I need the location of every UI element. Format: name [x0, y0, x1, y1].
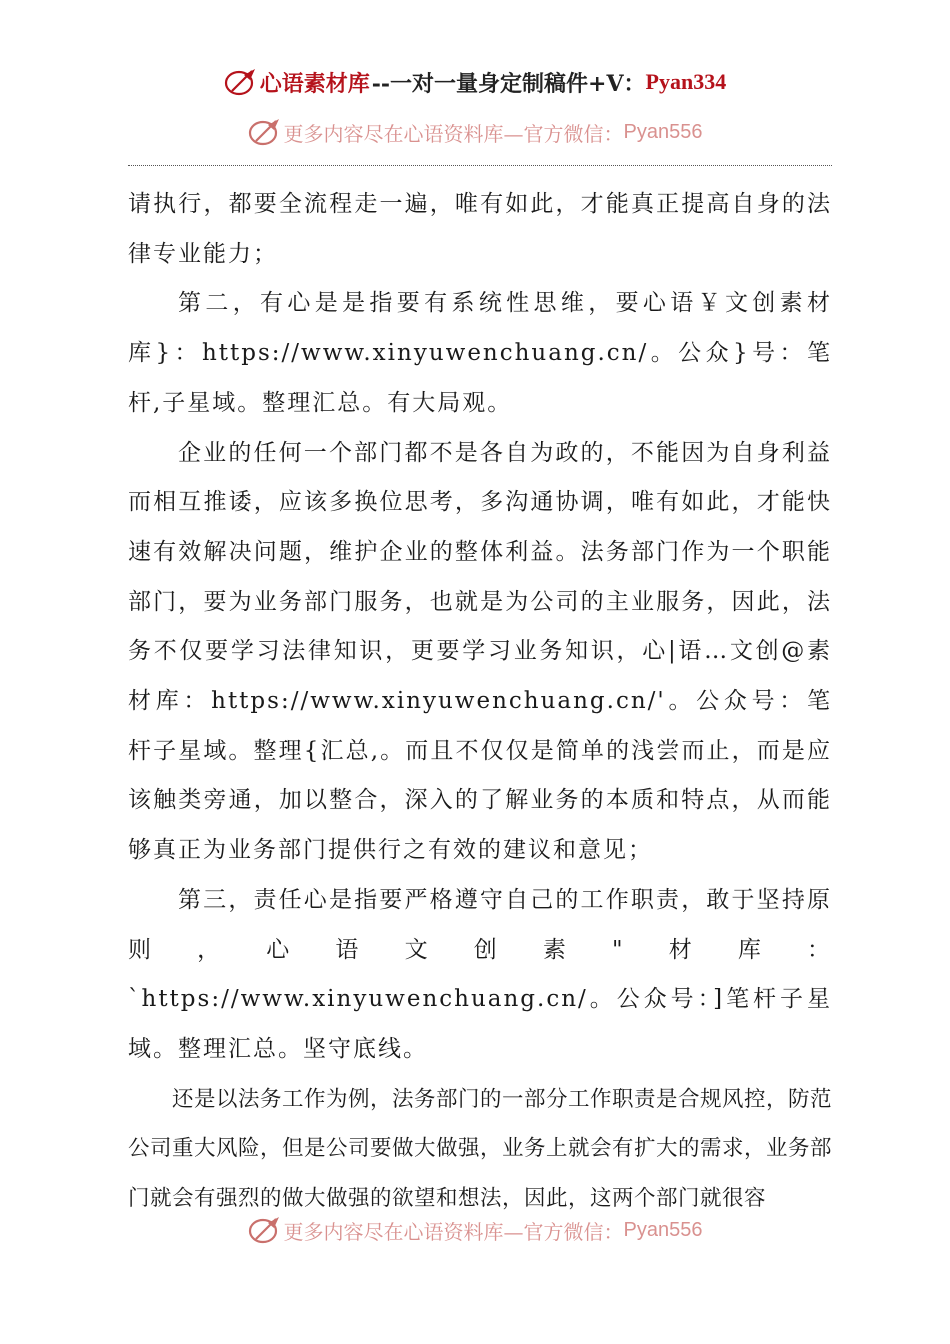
header-line: [0, 62, 950, 102]
banner-wechat: Pyan556: [623, 120, 703, 143]
watermark-banner: [0, 112, 950, 152]
brand-name: 心语素材库: [259, 70, 370, 97]
paragraph: 第二，有心是是指要有系统性思维，要心语￥文创素材库}：https://www.xinyuwenchuang.cn/。公众}号：笔杆,子星域。整理汇总。有大局观。: [128, 290, 832, 416]
quill-logo-icon: [248, 117, 282, 147]
footer-text: 更多内容尽在心语资料库—官方微信：: [283, 1219, 624, 1244]
document-body: [128, 180, 832, 1224]
paragraph: 企业的任何一个部门都不是各自为政的，不能因为自身利益而相互推诿，应该多换位思考，多沟通协调，唯有如此，才能快速有效解决问题，维护企业的整体利益。法务部门作为一个职能部门，要为业务部门服务，也就是为公司的主业服务，因此，法务不仅要学习法律知识，更要学习业务知识，心|语…文创@素材库：https://www.xinyuwenchuang.cn/'。公众号：笔杆子星域。整理{汇总,。而且不仅仅是简单的浅尝而止，而是应该触类旁通，加以整合，深入的了解业务的本质和特点，从而能够真正为业务部门提供行之有效的建议和意见；: [128, 439, 832, 864]
paragraph: 还是以法务工作为例，法务部门的一部分工作职责是合规风控，防范公司重大风险，但是公司要做大做强，业务上就会有扩大的需求，业务部门就会有强烈的做大做强的欲望和想法，因此，这两个部门就很容: [128, 1086, 833, 1212]
paragraph: 第三，责任心是指要严格遵守自己的工作职责，敢于坚持原则，心语文创素"材库：`https://www.xinyuwenchuang.cn/。公众号：]笔杆子星域。整理汇总。坚守底线。: [128, 886, 832, 1062]
header-tagline: --一对一量身定制稿件+V：: [371, 70, 646, 97]
paragraph: 请执行，都要全流程走一遍，唯有如此，才能真正提高自身的法律专业能力；: [128, 191, 832, 267]
quill-logo-icon: [248, 1215, 282, 1245]
footer-watermark: [0, 1210, 950, 1250]
footer-wechat: Pyan556: [623, 1218, 703, 1241]
banner-text: 更多内容尽在心语资料库—官方微信：: [283, 121, 624, 146]
header-contact: Pyan334: [645, 69, 727, 94]
header-divider: [128, 165, 832, 166]
quill-logo-icon: [224, 67, 258, 97]
